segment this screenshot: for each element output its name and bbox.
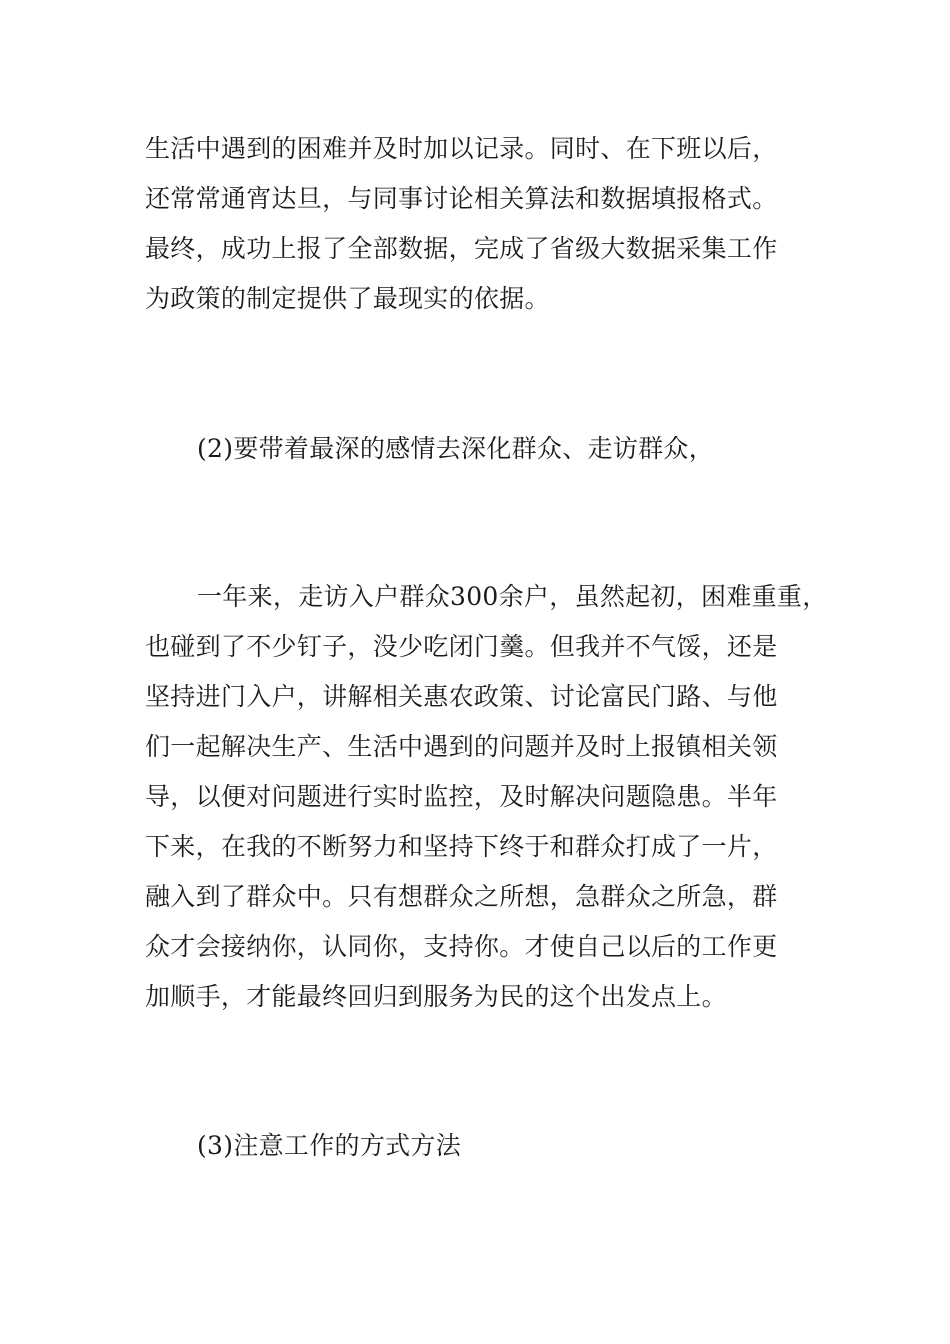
paragraph-2-line-5: 导，以便对问题进行实时监控，及时解决问题隐患。半年: [145, 782, 778, 811]
paragraph-2-line-8: 众才会接纳你，认同你，支持你。才使自己以后的工作更: [145, 932, 778, 961]
paragraph-2-line-2: 也碰到了不少钉子，没少吃闭门羹。但我并不气馁，还是: [145, 632, 778, 661]
paragraph-2-line-9: 加顺手，才能最终回归到服务为民的这个出发点上。: [145, 982, 727, 1011]
paragraph-2-line-4: 们一起解决生产、生活中遇到的问题并及时上报镇相关领: [145, 732, 778, 761]
paragraph-2-line-7: 融入到了群众中。只有想群众之所想，急群众之所急，群: [145, 882, 778, 911]
section-heading-2: (2)要带着最深的感情去深化群众、走访群众，: [197, 434, 715, 463]
paragraph-1-line-3: 最终，成功上报了全部数据，完成了省级大数据采集工作: [145, 234, 778, 263]
paragraph-2-line-1: 一年来，走访入户群众300余户，虽然起初，困难重重，: [197, 582, 828, 611]
paragraph-2-line-3: 坚持进门入户，讲解相关惠农政策、讨论富民门路、与他: [145, 682, 778, 711]
paragraph-2-line-6: 下来，在我的不断努力和坚持下终于和群众打成了一片，: [145, 832, 778, 861]
paragraph-1-line-1: 生活中遇到的困难并及时加以记录。同时、在下班以后，: [145, 134, 778, 163]
paragraph-1-line-4: 为政策的制定提供了最现实的依据。: [145, 284, 550, 313]
paragraph-1-line-2: 还常常通宵达旦，与同事讨论相关算法和数据填报格式。: [145, 184, 778, 213]
section-heading-3: (3)注意工作的方式方法: [197, 1131, 462, 1160]
